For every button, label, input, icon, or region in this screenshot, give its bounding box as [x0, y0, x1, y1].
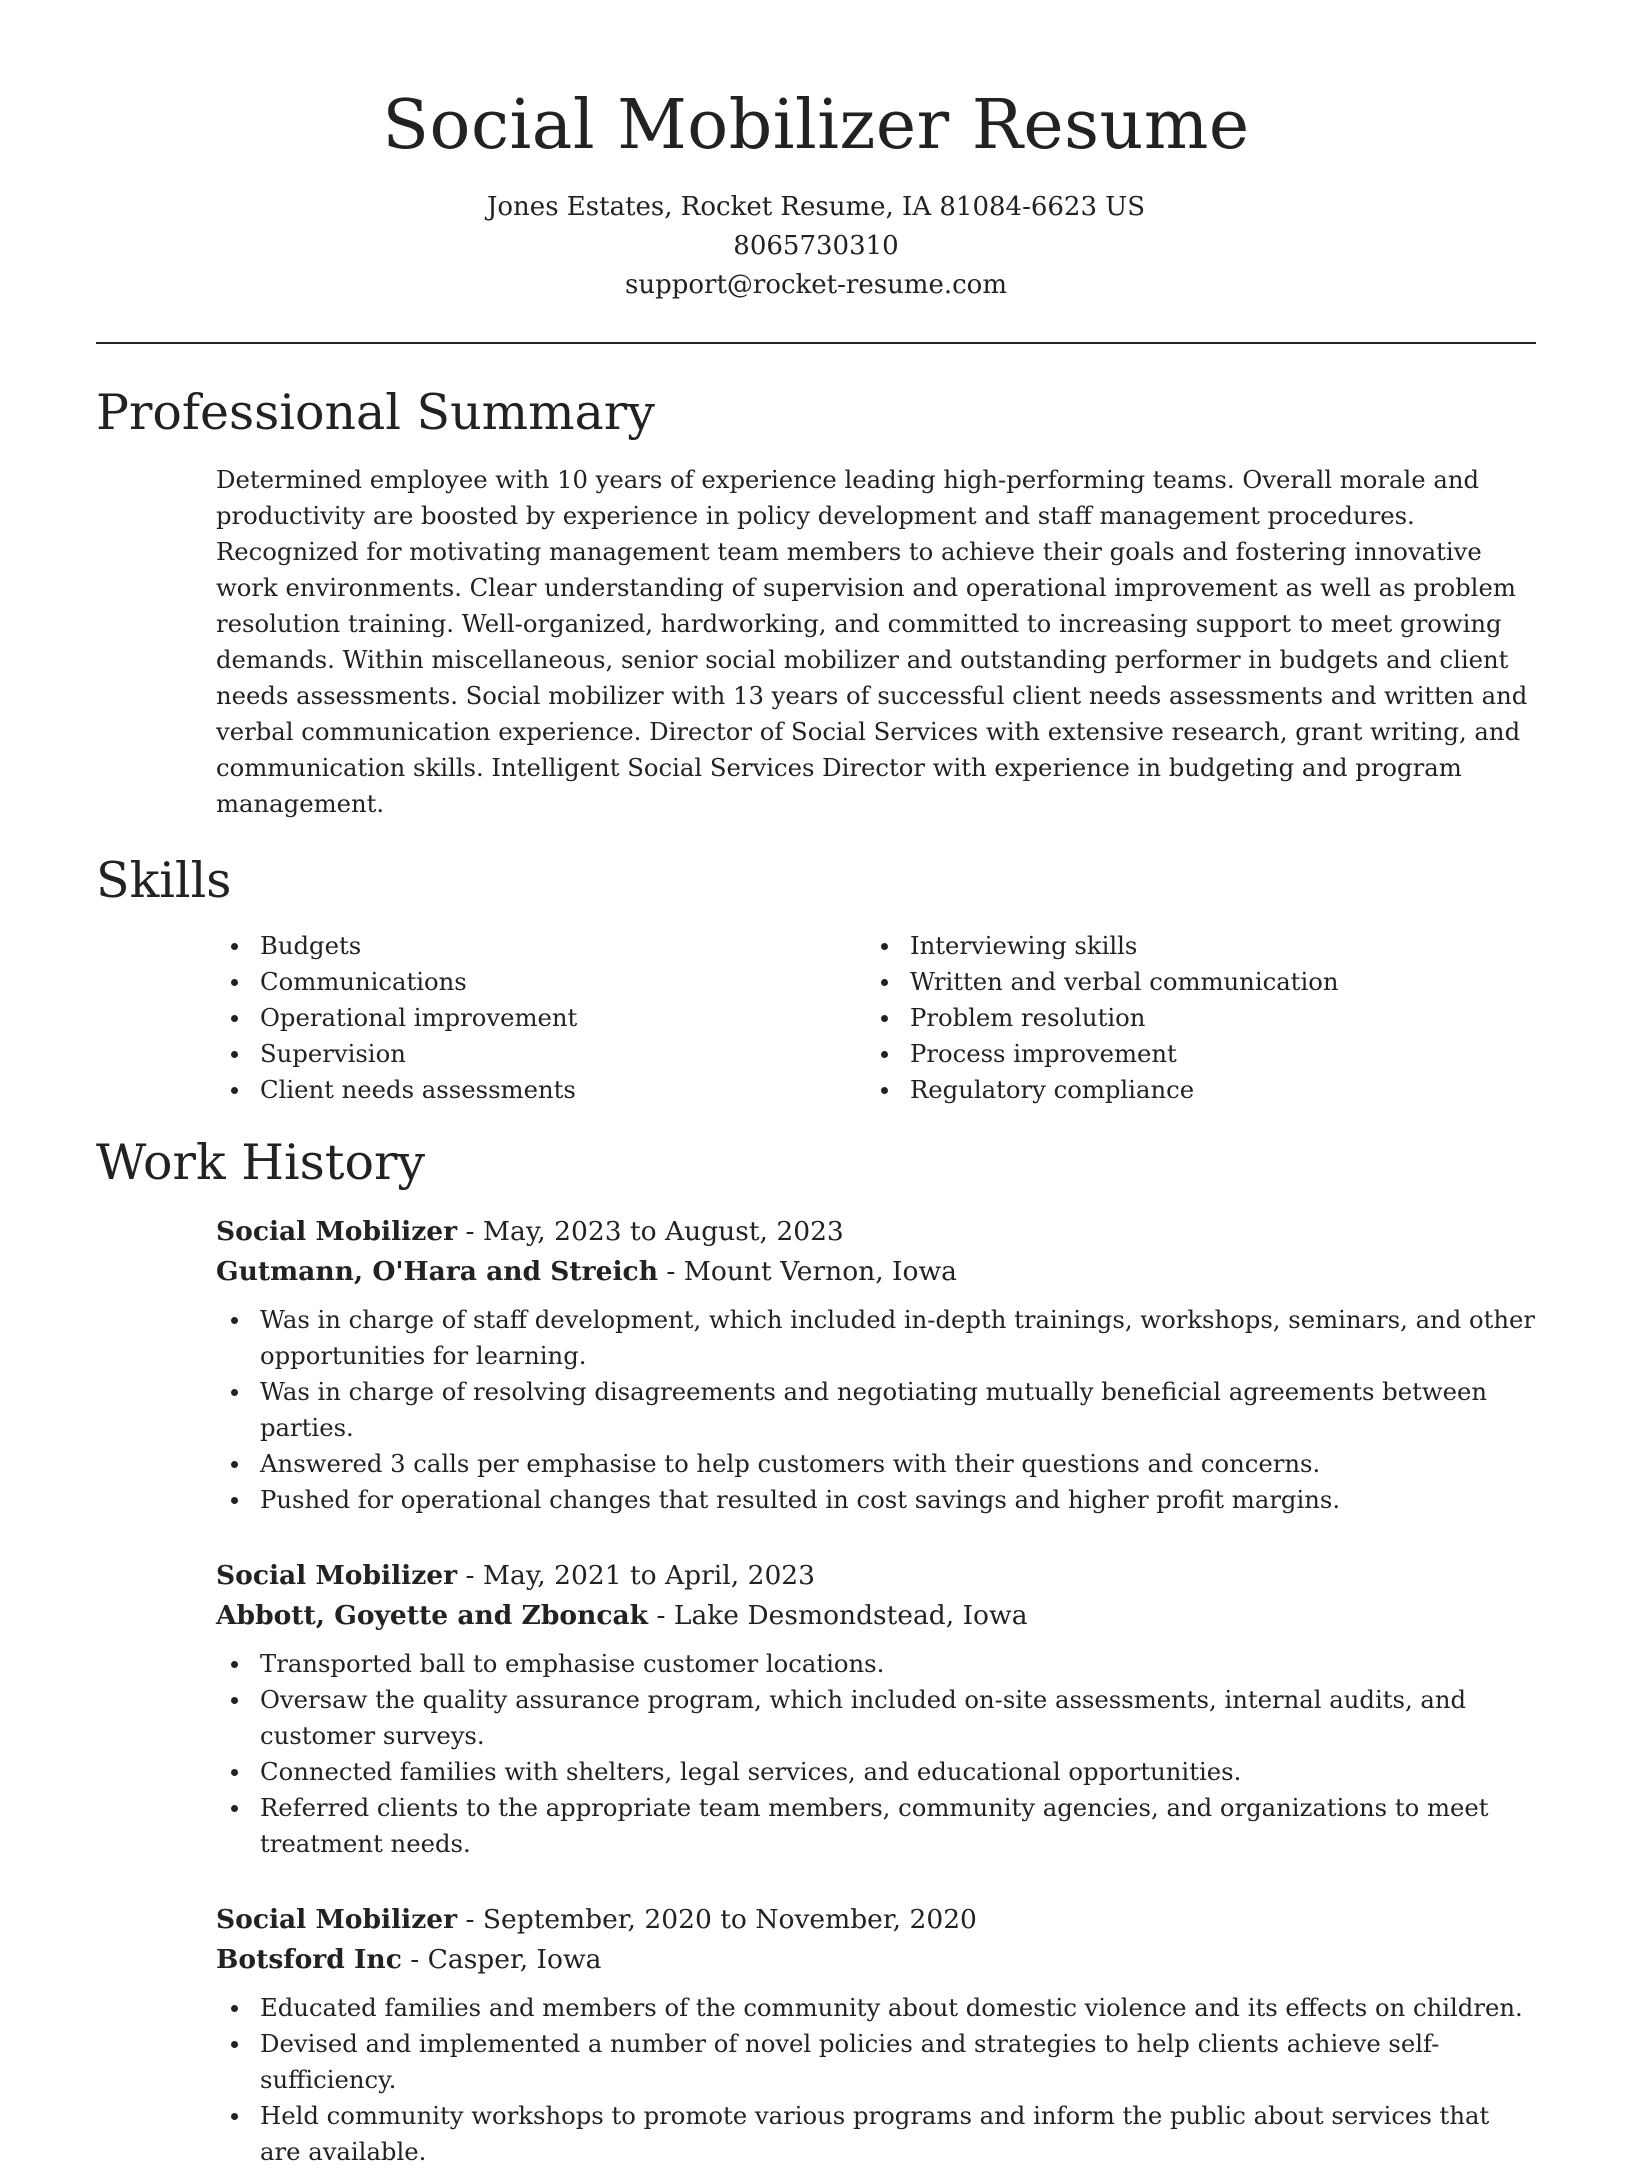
job-company: Abbott, Goyette and Zboncak — [216, 1600, 649, 1631]
skills-list-left — [216, 928, 577, 1108]
address: Jones Estates, Rocket Resume, IA 81084-6623 US — [486, 192, 1146, 222]
job-entry — [216, 1900, 1536, 2170]
header-divider — [96, 342, 1536, 344]
skill-item: Problem resolution — [910, 1000, 1339, 1036]
job-bullet: Was in charge of staff development, which included in-depth trainings, workshops, seminars, and other opportunities for learning. — [260, 1302, 1536, 1374]
job-location: - Mount Vernon, Iowa — [657, 1256, 957, 1287]
work-history-heading: Work History — [96, 1134, 426, 1191]
job-dates: - September, 2020 to November, 2020 — [457, 1904, 977, 1935]
job-bullet: Was in charge of resolving disagreements and negotiating mutually beneficial agreements between parties. — [260, 1374, 1536, 1446]
job-location: - Casper, Iowa — [401, 1944, 602, 1975]
resume-title: Social Mobilizer Resume — [382, 86, 1250, 165]
job-bullets — [216, 1302, 1536, 1518]
job-dates: - May, 2023 to August, 2023 — [457, 1216, 844, 1247]
job-company-line — [216, 1596, 1536, 1636]
skills-list-right — [866, 928, 1339, 1108]
contact-info — [96, 188, 1536, 305]
job-bullet: Connected families with shelters, legal services, and educational opportunities. — [260, 1754, 1536, 1790]
job-title: Social Mobilizer — [216, 1904, 458, 1935]
job-bullet: Devised and implemented a number of novel policies and strategies to help clients achieve self-sufficiency. — [260, 2026, 1536, 2098]
job-bullets — [216, 1646, 1536, 1862]
job-title: Social Mobilizer — [216, 1560, 458, 1591]
job-bullet: Held community workshops to promote various programs and inform the public about services that are available. — [260, 2098, 1536, 2170]
job-bullet: Educated families and members of the community about domestic violence and its effects on children. — [260, 1990, 1536, 2026]
job-title-line — [216, 1900, 1536, 1940]
skill-item: Operational improvement — [260, 1000, 577, 1036]
job-company: Gutmann, O'Hara and Streich — [216, 1256, 658, 1287]
skill-item: Regulatory compliance — [910, 1072, 1339, 1108]
skill-item: Communications — [260, 964, 577, 1000]
skill-item: Written and verbal communication — [910, 964, 1339, 1000]
job-bullet: Referred clients to the appropriate team members, community agencies, and organizations to meet treatment needs. — [260, 1790, 1536, 1862]
job-bullets — [216, 1990, 1536, 2170]
job-dates: - May, 2021 to April, 2023 — [457, 1560, 816, 1591]
summary-heading: Professional Summary — [96, 384, 655, 441]
job-bullet: Transported ball to emphasise customer locations. — [260, 1646, 1536, 1682]
job-title-line — [216, 1212, 1536, 1252]
email: support@rocket-resume.com — [624, 270, 1007, 300]
job-company-line — [216, 1252, 1536, 1292]
job-entry — [216, 1212, 1536, 1518]
job-bullet: Oversaw the quality assurance program, which included on-site assessments, internal audits, and customer surveys. — [260, 1682, 1536, 1754]
skill-item: Budgets — [260, 928, 577, 964]
job-title: Social Mobilizer — [216, 1216, 458, 1247]
job-location: - Lake Desmondstead, Iowa — [648, 1600, 1028, 1631]
job-bullet: Answered 3 calls per emphasise to help customers with their questions and concerns. — [260, 1446, 1536, 1482]
skill-item: Interviewing skills — [910, 928, 1339, 964]
skill-item: Supervision — [260, 1036, 577, 1072]
skill-item: Process improvement — [910, 1036, 1339, 1072]
job-bullet: Pushed for operational changes that resulted in cost savings and higher profit margins. — [260, 1482, 1536, 1518]
phone: 8065730310 — [733, 231, 899, 261]
summary-text: Determined employee with 10 years of experience leading high-performing teams. Overall morale and productivity are boosted by experience in policy development and staff management procedures. Recognized for motivating management team members to achieve their goals and fostering innovative work environments. Clear understanding of supervision and operational improvement as well as problem resolution training. Well-organized, hardworking, and committed to increasing support to meet growing demands. Within miscellaneous, senior social mobilizer and outstanding performer in budgets and client needs assessments. Social mobilizer with 13 years of successful client needs assessments and written and verbal communication experience. Director of Social Services with extensive research, grant writing, and communication skills. Intelligent Social Services Director with experience in budgeting and program management. — [216, 465, 1528, 818]
job-title-line — [216, 1556, 1536, 1596]
resume-header — [96, 78, 1536, 305]
job-entry — [216, 1556, 1536, 1862]
job-company-line — [216, 1940, 1536, 1980]
job-company: Botsford Inc — [216, 1944, 402, 1975]
skill-item: Client needs assessments — [260, 1072, 577, 1108]
skills-heading: Skills — [96, 852, 232, 909]
